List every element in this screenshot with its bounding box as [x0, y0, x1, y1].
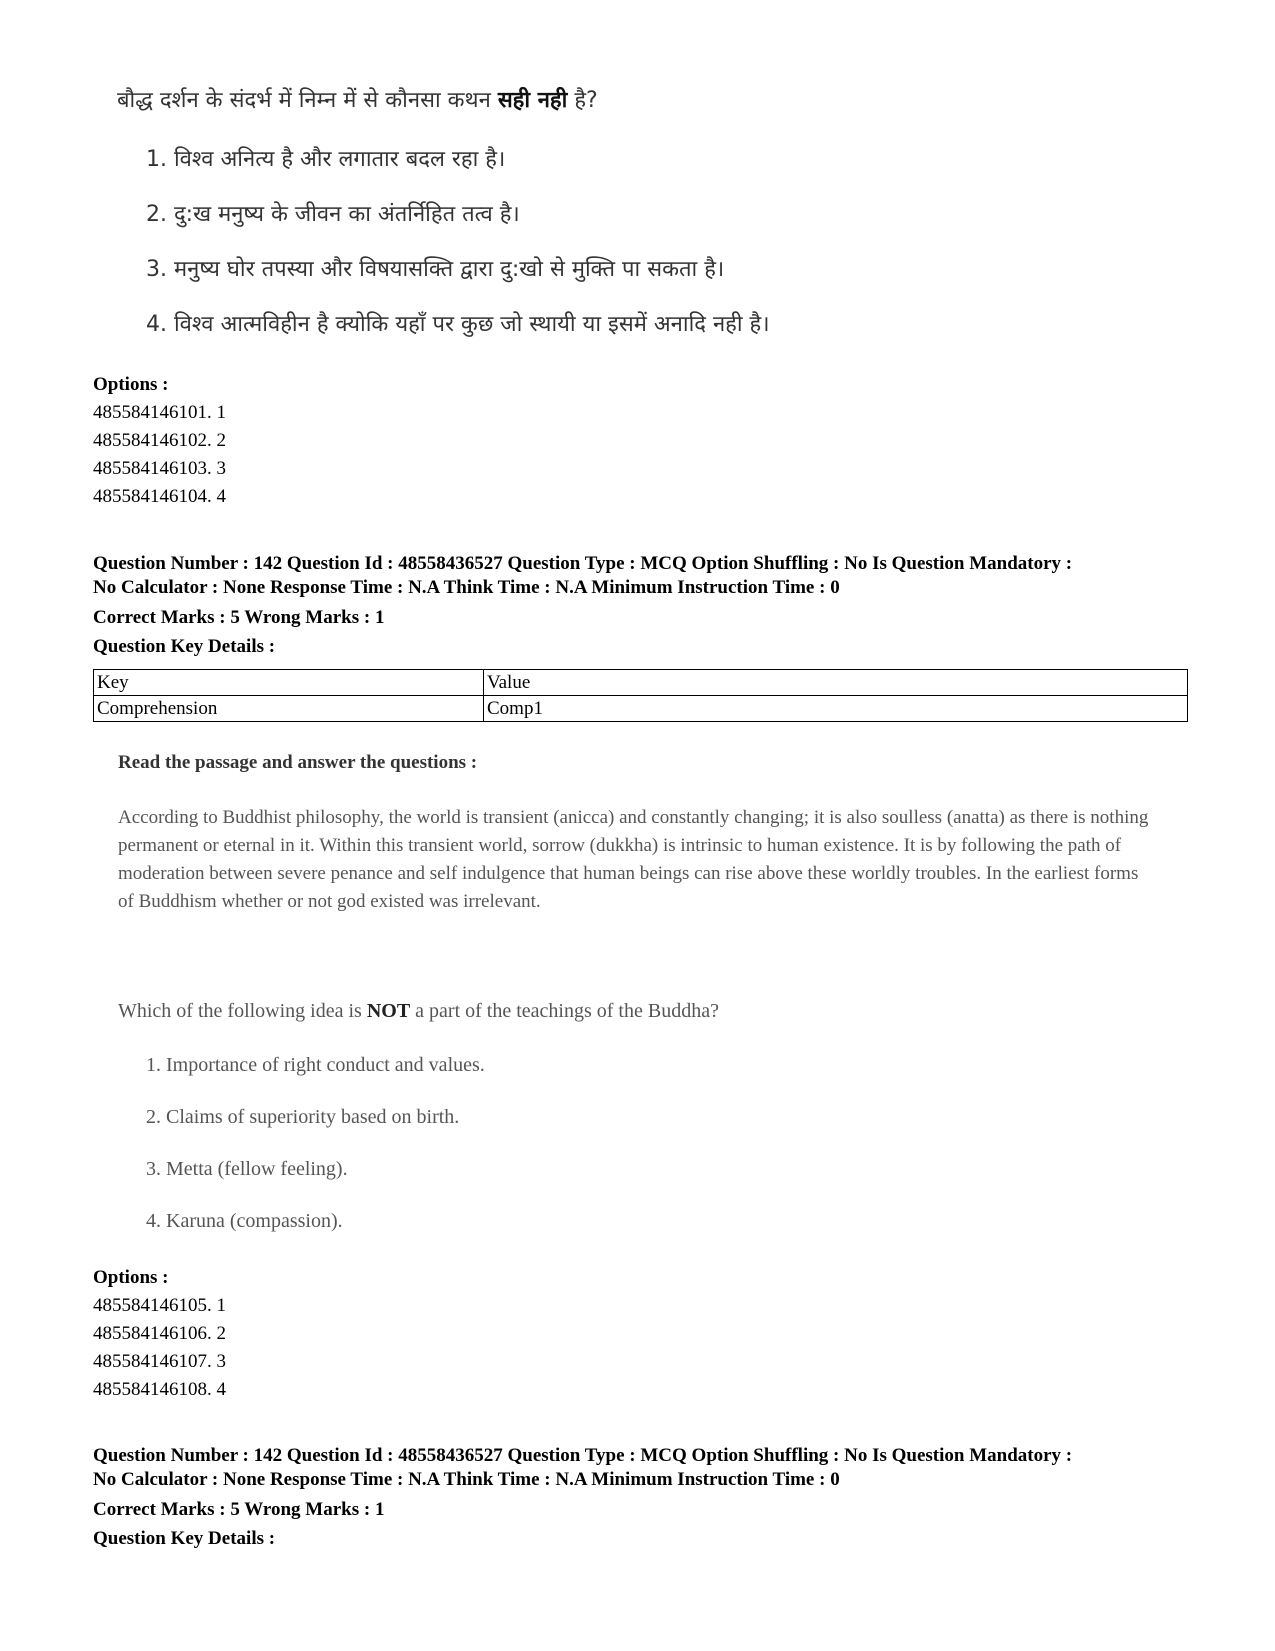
option-item: 485584146108. 4	[93, 1379, 226, 1400]
hindi-item-3: 3. मनुष्य घोर तपस्या और विषयासक्ति द्वारा दु:खो से मुक्ति पा सकता है।	[146, 257, 725, 282]
option-item: 485584146107. 3	[93, 1351, 226, 1372]
english-question-suffix: a part of the teachings of the Buddha?	[415, 1000, 719, 1022]
option-item: 485584146102. 2	[93, 430, 226, 451]
question-meta-line1: Question Number : 142 Question Id : 48558436527 Question Type : MCQ Option Shuffling : No Is Question Mandatory :	[93, 1445, 1073, 1466]
question-meta-line2: No Calculator : None Response Time : N.A Think Time : N.A Minimum Instruction Time : 0	[93, 1469, 840, 1490]
table-header-row	[94, 670, 1188, 696]
hindi-question-prefix: बौद्ध दर्शन के संदर्भ में निम्न में से कौनसा कथन	[117, 88, 491, 113]
english-item-1: 1. Importance of right conduct and values.	[146, 1054, 485, 1076]
hindi-question-emphasis: सही नही	[497, 88, 568, 113]
question-meta-line1: Question Number : 142 Question Id : 48558436527 Question Type : MCQ Option Shuffling : No Is Question Mandatory :	[93, 553, 1073, 574]
table-row	[94, 696, 1188, 722]
english-item-2: 2. Claims of superiority based on birth.	[146, 1106, 460, 1128]
question-key-details-label: Question Key Details :	[93, 636, 276, 657]
option-item: 485584146104. 4	[93, 486, 226, 507]
option-item: 485584146101. 1	[93, 402, 226, 423]
hindi-item-2: 2. दु:ख मनुष्य के जीवन का अंतर्निहित तत्व है।	[146, 202, 520, 227]
english-question-stem	[118, 1000, 719, 1023]
table-header-value: Value	[484, 670, 1188, 696]
hindi-question-stem	[117, 84, 598, 114]
question-key-table	[93, 669, 1188, 722]
option-item: 485584146106. 2	[93, 1323, 226, 1344]
table-cell-key: Comprehension	[94, 696, 484, 722]
hindi-question-suffix: है?	[574, 88, 598, 113]
table-cell-value: Comp1	[484, 696, 1188, 722]
passage-text: According to Buddhist philosophy, the world is transient (anicca) and constantly changing; it is also soulless (anatta) as there is nothing permanent or eternal in it. Within this transient world, sorrow (dukkha) is intrinsic to human existence. It is by following the path of moderation between severe penance and self indulgence that human beings can rise above these worldly troubles. In the earliest forms of Buddhism whether or not god existed was irrelevant.	[118, 807, 1149, 912]
english-item-4: 4. Karuna (compassion).	[146, 1210, 343, 1232]
passage-title: Read the passage and answer the questions :	[118, 752, 478, 773]
question-key-details-label: Question Key Details :	[93, 1528, 276, 1549]
question-marks: Correct Marks : 5 Wrong Marks : 1	[93, 607, 385, 628]
option-item: 485584146105. 1	[93, 1295, 226, 1316]
options-title: Options :	[93, 374, 169, 395]
question-marks: Correct Marks : 5 Wrong Marks : 1	[93, 1499, 385, 1520]
english-question-prefix: Which of the following idea is	[118, 1000, 362, 1022]
question-meta-line2: No Calculator : None Response Time : N.A Think Time : N.A Minimum Instruction Time : 0	[93, 577, 840, 598]
english-item-3: 3. Metta (fellow feeling).	[146, 1158, 348, 1180]
option-item: 485584146103. 3	[93, 458, 226, 479]
hindi-item-4: 4. विश्व आत्मविहीन है क्योकि यहाँ पर कुछ जो स्थायी या इसमें अनादि नही है।	[146, 312, 770, 337]
hindi-item-1: 1. विश्व अनित्य है और लगातार बदल रहा है।	[146, 147, 506, 172]
options-title: Options :	[93, 1267, 169, 1288]
english-question-emphasis: NOT	[366, 1000, 411, 1022]
table-header-key: Key	[94, 670, 484, 696]
